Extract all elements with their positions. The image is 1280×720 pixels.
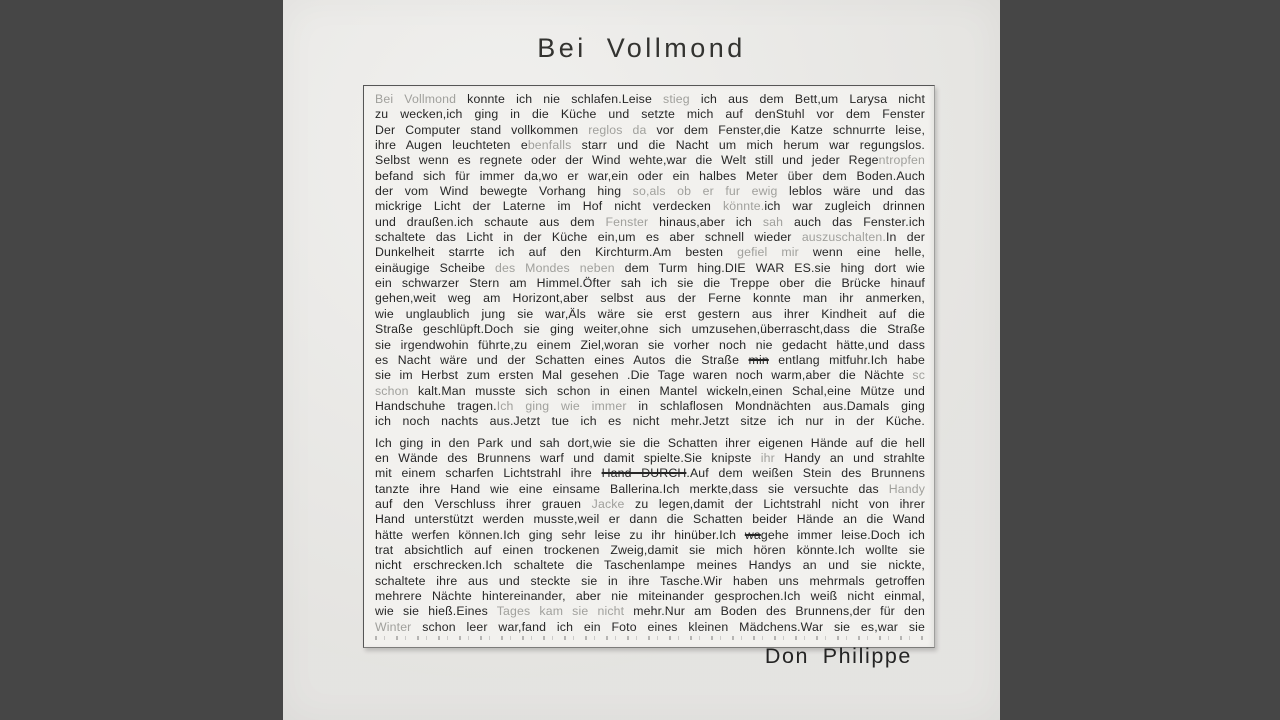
text-line: ein schwarzer Stern am Himmel.Öfter sah ich sie die Treppe ober die Brücke hinauf	[375, 276, 925, 291]
album-title: Bei Vollmond	[537, 33, 746, 63]
album-cover	[283, 0, 1000, 720]
text-line: einäugige Scheibe des Mondes neben dem Turm hing.DIE WAR ES.sie hing dort wie	[375, 260, 925, 275]
text-line: trat absichtlich auf einen trockenen Zweig,damit sie mich hören könnte.Ich wollte sie	[375, 542, 925, 557]
text-line: Der Computer stand vollkommen reglos da vor dem Fenster,die Katze schnurrte leise,	[375, 122, 926, 137]
text-line: es Nacht wäre und der Schatten eines Autos die Straße min entlang mitfuhr.Ich habe	[375, 352, 925, 367]
text-line: schon kalt.Man musste sich schon in einen Mantel wickeln,einen Schal,eine Mütze und	[375, 383, 925, 398]
letterbox-bar-right	[1000, 0, 1280, 720]
text-line: mickrige Licht der Laterne im Hof nicht verdecken könnte.ich war zugleich drinnen	[375, 199, 925, 214]
artist-signature: Don Philippe	[764, 644, 912, 668]
text-line: mehrere Nächte hintereinander, aber nie miteinander gesprochen.Ich weiß nicht einmal,	[375, 589, 925, 603]
text-line: befand sich für immer da,wo er war,ein oder ein halbes Meter über dem Boden.Auch	[375, 168, 925, 183]
text-line: en Wände des Brunnens warf und damit spielte.Sie knipste ihr Handy an und strahlte	[375, 450, 925, 465]
text-line: Hand unterstützt werden musste,weil er dann die Schatten beider Hände an die Wand	[375, 512, 925, 527]
text-line: schaltete ihre aus und steckte sie in ihre Tasche.Wir haben uns mehrmals getroffen	[375, 573, 925, 588]
text-line: und draußen.ich schaute aus dem Fenster hinaus,aber ich sah auch das Fenster.ich	[375, 214, 925, 229]
text-line: der vom Wind bewegte Vorhang hing so,als ob er fur ewig leblos wäre und das	[375, 184, 925, 199]
text-line: tanzte ihre Hand wie eine einsame Ballerina.Ich merkte,dass sie versuchte das Handy	[375, 481, 925, 496]
text-line: zu wecken,ich ging in die Küche und setzte mich auf denStuhl vor dem Fenster	[375, 107, 925, 122]
text-line: gehen,weit weg am Horizont,aber selbst aus der Ferne konnte man ihr anmerken,	[375, 291, 925, 306]
text-line: mit einem scharfen Lichtstrahl ihre Hand DURCH.Auf dem weißen Stein des Brunnens	[375, 466, 925, 481]
text-line: Dunkelheit starrte ich auf den Kirchturm.Am besten gefiel mir wenn eine helle,	[375, 245, 925, 260]
text-line: Ich ging in den Park und sah dort,wie sie die Schatten ihrer eigenen Hände auf die hell	[375, 435, 925, 450]
text-line: Selbst wenn es regnete oder der Wind wehte,war die Welt still und jeder Regentropfen	[375, 153, 925, 168]
text-line: schaltete das Licht in der Küche ein,um es aber schnell wieder auszuschalten.In der	[375, 230, 925, 245]
text-line: nicht erschrecken.Ich schaltete die Taschenlampe meines Handys an und sie nickte,	[375, 558, 925, 573]
text-line: Bei Vollmond konnte ich nie schlafen.Leise stieg ich aus dem Bett,um Larysa nicht	[375, 92, 926, 106]
text-line: sie im Herbst zum ersten Mal gesehen .Die Tage waren noch warm,aber die Nächte sc	[375, 368, 925, 383]
text-line: Handschuhe tragen.Ich ging wie immer in schlaflosen Mondnächten aus.Damals ging	[375, 398, 925, 413]
text-line: ihre Augen leuchteten ebenfalls starr und die Nacht um mich herum war regungslos.	[375, 138, 925, 153]
text-line: wie unglaublich jung sie war,Äls wäre sie erst gestern aus ihrer Kindheit auf die	[375, 306, 925, 321]
text-line: ich noch nachts aus.Jetzt tue ich es nicht mehr.Jetzt sitze ich nur in der Küche.	[375, 414, 925, 429]
text-line: Straße geschlüpft.Doch sie ging weiter,ohne sich umzusehen,überrascht,dass die Straße	[375, 322, 925, 337]
text-line: auf den Verschluss ihrer grauen Jacke zu legen,damit der Lichtstrahl nicht von ihrer	[375, 496, 926, 511]
text-line: sie irgendwohin führte,zu einem Ziel,woran sie vorher noch nie gedacht hätte,und dass	[375, 337, 925, 352]
typewritten-text-sheet	[363, 85, 935, 648]
text-line: hätte werfen können.Ich ging sehr leise zu ihr hinüber.Ich wagehe immer leise.Doch ich	[375, 527, 926, 542]
text-line: Winter schon leer war,fand ich ein Foto eines kleinen Mädchens.War sie es,war sie	[375, 619, 925, 634]
letterbox-bar-left	[0, 0, 283, 720]
text-line: wie sie hieß.Eines Tages kam sie nicht mehr.Nur am Boden des Brunnens,der für den	[375, 604, 925, 619]
